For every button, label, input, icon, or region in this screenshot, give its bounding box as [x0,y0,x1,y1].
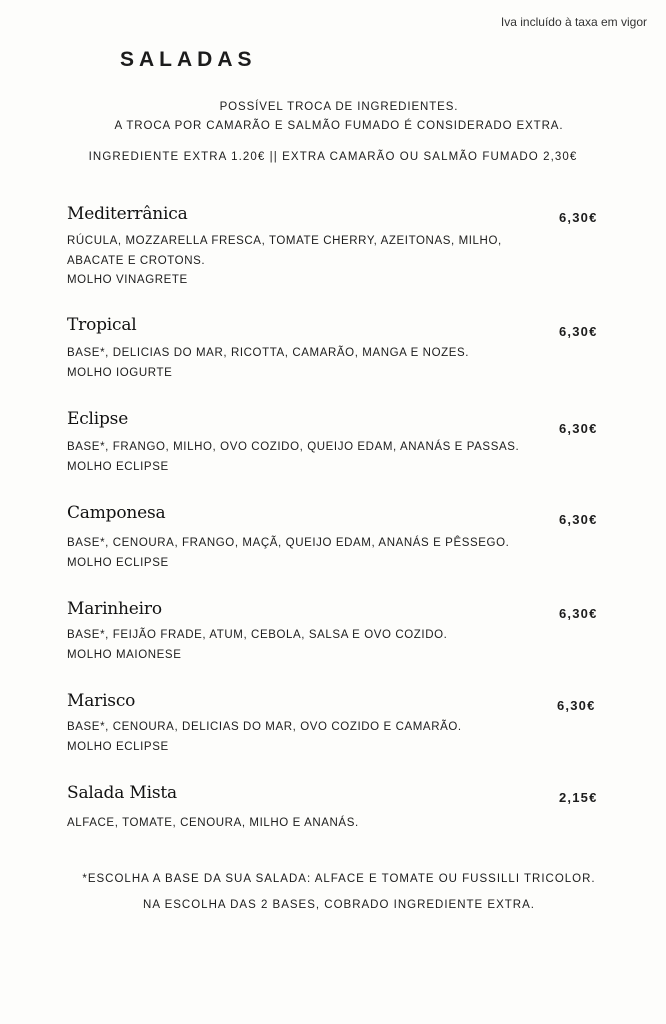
description-line: BASE*, CENOURA, DELICIAS DO MAR, OVO COZIDO E CAMARÃO. [67,721,462,733]
item-price: 6,30€ [557,698,596,713]
menu-item [67,502,627,569]
item-name: Tropical [67,315,137,335]
extra-price-note: INGREDIENTE EXTRA 1.20€ || EXTRA CAMARÃO OU SALMÃO FUMADO 2,30€ [88,151,578,163]
menu-item [67,782,627,829]
note-line: A TROCA POR CAMARÃO E SALMÃO FUMADO É CONSIDERADO EXTRA. [114,120,564,132]
item-sauce: MOLHO MAIONESE [67,648,182,661]
item-sauce: MOLHO IOGURTE [67,366,173,379]
tax-note: Iva incluído à taxa em vigor [500,15,647,29]
description-line: BASE*, FEIJÃO FRADE, ATUM, CEBOLA, SALSA E OVO COZIDO. [67,629,448,641]
item-description [67,718,462,757]
item-price: 6,30€ [559,421,598,436]
item-name: Mediterrânica [67,204,188,224]
menu-item [67,203,627,286]
item-sauce: MOLHO VINAGRETE [67,274,188,286]
item-price: 6,30€ [559,210,598,225]
ingredient-notes [0,98,666,136]
item-price: 2,15€ [559,790,598,805]
item-name: Camponesa [67,503,166,523]
menu-item [67,598,627,661]
item-description [67,534,509,573]
note-line: POSSÍVEL TROCA DE INGREDIENTES. [219,101,459,113]
item-description [67,814,359,834]
description-line: ALFACE, TOMATE, CENOURA, MILHO E ANANÁS. [67,817,359,829]
item-description [67,438,519,477]
item-sauce: MOLHO ECLIPSE [67,460,169,473]
item-name: Marinheiro [67,599,162,619]
menu-item [67,408,627,473]
footnote-line: NA ESCOLHA DAS 2 BASES, COBRADO INGREDIENTE EXTRA. [143,899,535,911]
menu-item [67,314,627,379]
item-name: Marisco [67,691,136,711]
item-sauce: MOLHO ECLIPSE [67,740,169,753]
item-price: 6,30€ [559,512,598,527]
footnote-line: *ESCOLHA A BASE DA SUA SALADA: ALFACE E TOMATE OU FUSSILLI TRICOLOR. [82,873,596,885]
description-line: ABACATE E CROTONS. [67,254,206,267]
item-price: 6,30€ [559,606,598,621]
item-description [67,232,502,291]
base-footnote [0,866,666,918]
menu-item [67,690,627,753]
item-name: Eclipse [67,409,129,429]
page-title: SALADAS [120,48,257,71]
description-line: BASE*, CENOURA, FRANGO, MAÇÃ, QUEIJO EDAM, ANANÁS E PÊSSEGO. [67,537,510,549]
item-name: Salada Mista [67,783,177,803]
description-line: BASE*, FRANGO, MILHO, OVO COZIDO, QUEIJO EDAM, ANANÁS E PASSAS. [67,441,520,453]
item-description [67,626,447,665]
description-line: BASE*, DELICIAS DO MAR, RICOTTA, CAMARÃO, MANGA E NOZES. [67,347,470,359]
description-line: RÚCULA, MOZZARELLA FRESCA, TOMATE CHERRY, AZEITONAS, MILHO, [67,235,502,247]
item-description [67,344,469,383]
item-sauce: MOLHO ECLIPSE [67,556,169,569]
item-price: 6,30€ [559,324,598,339]
